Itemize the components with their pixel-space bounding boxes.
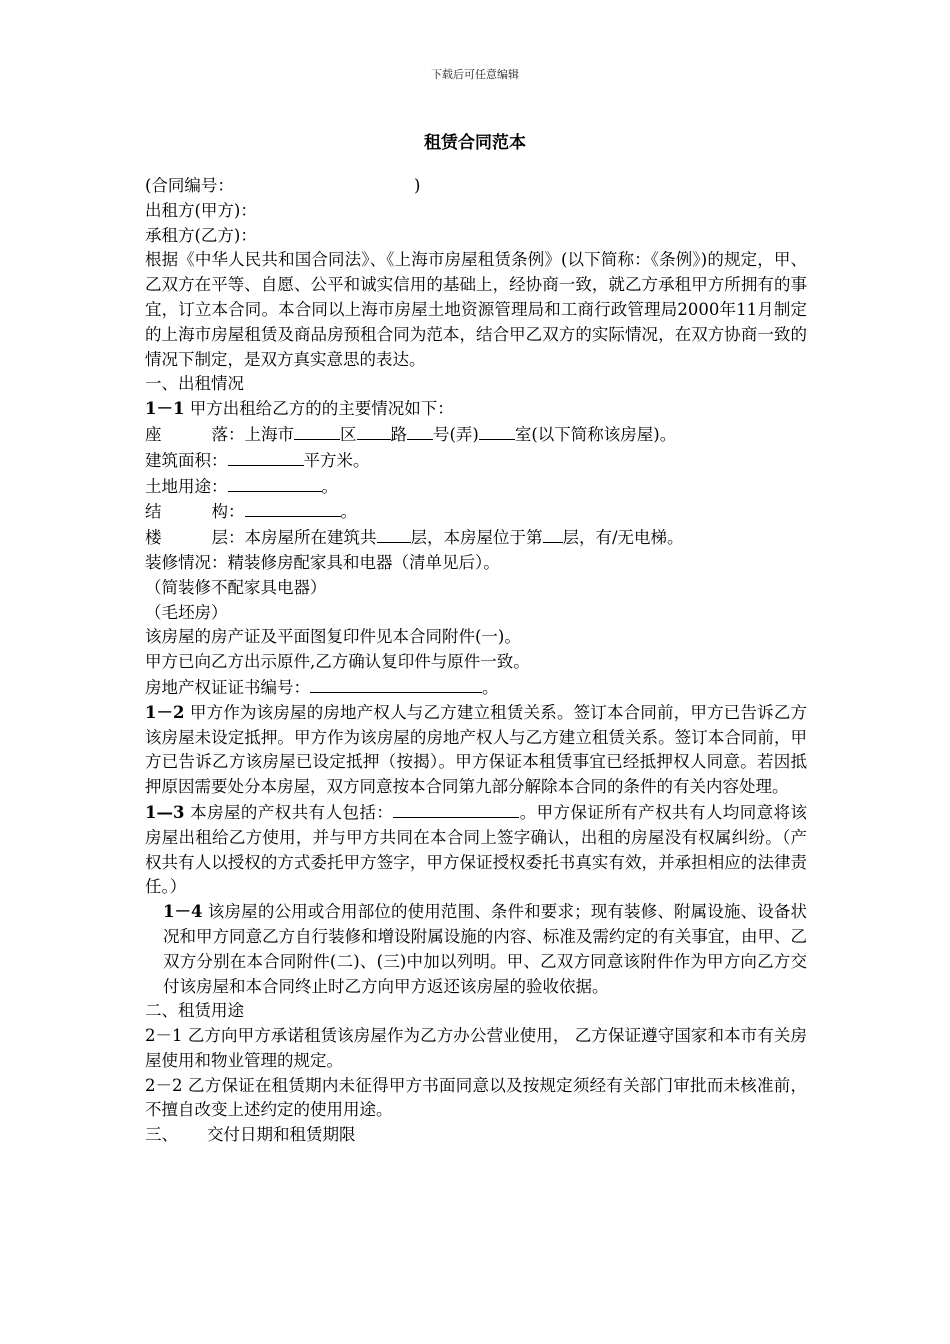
section-3-number: 三、	[145, 1125, 178, 1145]
area-label: 建筑面积：	[145, 450, 228, 470]
clause-text: 本房屋的产权共有人包括：	[190, 802, 394, 822]
clause-text-cont: 。甲方保证所有产权共有人均同意将该房屋出租给乙方使用，并与甲方共同在本合同上签字确认，出租的房屋没有权属纠纷。（产权共有人以授权的方式委托甲方签字，甲方保证授权委托书真实有效，并承担相应的法律责任。）	[145, 802, 808, 897]
road-label: 路	[390, 424, 407, 444]
location-label-b: 落：上海市	[211, 424, 294, 444]
clause-number: 1－1	[145, 399, 185, 419]
floor-label-a: 楼	[145, 528, 162, 548]
clause-2-2: 2－2 乙方保证在租赁期内未征得甲方书面同意以及按规定须经有关部门审批而未核准前，不擅自改变上述约定的使用用途。	[145, 1075, 807, 1120]
decoration-line: 装修情况：精装修房配家具和电器（清单见后）。	[145, 552, 500, 572]
clause-text: 甲方出租给乙方的的主要情况如下：	[189, 399, 454, 419]
district-label: 区	[340, 424, 357, 444]
floor-line	[145, 525, 807, 551]
section-3-heading	[145, 1123, 807, 1148]
clause-text: 甲方作为该房屋的房地产权人与乙方建立租赁关系。签订本合同前，甲方已告诉乙方该房屋未设定抵押。甲方作为该房屋的房地产权人与乙方建立租赁关系。签订本合同前，甲方已告诉乙方该房屋已设定抵押（按揭）。甲方保证本租赁事宜已经抵押权人同意。若因抵押原因需要处分本房屋，双方同意按本合同第九部分解除本合同的条件的有关内容处理。	[145, 702, 808, 797]
number-label: 号(弄)	[433, 424, 479, 444]
certificate-copy-line: 该房屋的房产证及平面图复印件见本合同附件(一)。	[145, 627, 521, 647]
floor-label-d: 层，有/无电梯。	[562, 528, 684, 548]
floor-label-b: 层：本房屋所在建筑共	[211, 528, 377, 548]
structure-blank	[245, 499, 341, 517]
structure-end: 。	[340, 502, 357, 522]
number-blank	[407, 422, 433, 440]
room-blank	[479, 422, 515, 440]
lessee-line: 承租方(乙方)：	[145, 225, 257, 245]
certificate-shown-line: 甲方已向乙方出示原件,乙方确认复印件与原件一致。	[145, 652, 530, 672]
land-use-end: 。	[321, 476, 338, 496]
road-blank	[357, 422, 391, 440]
structure-line	[145, 499, 807, 525]
clause-text: 该房屋的公用或合用部位的使用范围、条件和要求；现有装修、附属设施、设备状况和甲方同意乙方自行装修和增设附属设施的内容、标准及需约定的有关事宜，由甲、乙双方分别在本合同附件(二)、(三)中加以列明。甲、乙双方同意该附件作为甲方向乙方交付该房屋和本合同终止时乙方向甲方返还该房屋的验收依据。	[163, 902, 808, 996]
decoration-simple: （简装修不配家具电器）	[145, 577, 327, 597]
structure-label-a: 结	[145, 502, 162, 522]
contract-number-label: (合同编号：	[145, 176, 234, 195]
floor-label-c: 层，本房屋位于第	[410, 528, 543, 548]
district-blank	[294, 422, 340, 440]
decoration-rough: （毛坯房）	[145, 602, 228, 622]
clause-2-1: 2－1 乙方向甲方承诺租赁该房屋作为乙方办公营业使用， 乙方保证遵守国家和本市有关房屋使用和物业管理的规定。	[145, 1026, 807, 1070]
area-line	[145, 448, 807, 474]
co-owner-blank	[393, 800, 519, 818]
total-floors-blank	[377, 525, 411, 543]
area-unit: 平方米。	[303, 450, 370, 470]
clause-1-2	[145, 701, 807, 800]
preamble-paragraph: 根据《中华人民共和国合同法》、《上海市房屋租赁条例》(以下简称：《条例》)的规定，甲、乙双方在平等、自愿、公平和诚实信用的基础上，经协商一致，就乙方承租甲方所拥有的事宜，订立本合同。本合同以上海市房屋土地资源管理局和工商行政管理局2000年11月制定的上海市房屋租赁及商品房预租合同为范本，结合甲乙双方的实际情况，在双方协商一致的情况下制定，是双方真实意思的表达。	[145, 250, 807, 369]
certificate-number-end: 。	[482, 677, 499, 697]
land-use-label: 土地用途：	[145, 476, 228, 496]
clause-1-3	[145, 800, 807, 900]
room-label: 室(以下简称该房屋)。	[514, 424, 677, 444]
certificate-number-line	[145, 675, 807, 701]
document-title: 租赁合同范本	[424, 133, 526, 153]
area-blank	[228, 448, 304, 466]
location-line	[145, 422, 807, 448]
clause-number: 1－2	[145, 702, 185, 722]
floor-number-blank	[543, 525, 563, 543]
contract-number-line	[145, 174, 807, 199]
document-body	[145, 174, 807, 1148]
clause-number: 1－4	[163, 902, 203, 922]
lessor-line: 出租方(甲方)：	[145, 200, 257, 220]
land-use-blank	[228, 474, 322, 492]
section-2-heading: 二、租赁用途	[145, 1001, 244, 1021]
clause-number: 1—3	[145, 802, 185, 822]
section-1-heading: 一、出租情况	[145, 374, 244, 394]
land-use-line	[145, 474, 807, 500]
certificate-number-blank	[310, 675, 482, 693]
clause-1-4	[145, 900, 807, 999]
section-3-title: 交付日期和租赁期限	[207, 1125, 356, 1145]
structure-label-b: 构：	[211, 502, 245, 522]
clause-1-1	[145, 397, 807, 422]
location-label-a: 座	[145, 424, 162, 444]
header-note: 下载后可任意编辑	[431, 68, 519, 81]
contract-number-close: )	[413, 176, 421, 195]
certificate-number-label: 房地产权证证书编号：	[145, 677, 310, 697]
